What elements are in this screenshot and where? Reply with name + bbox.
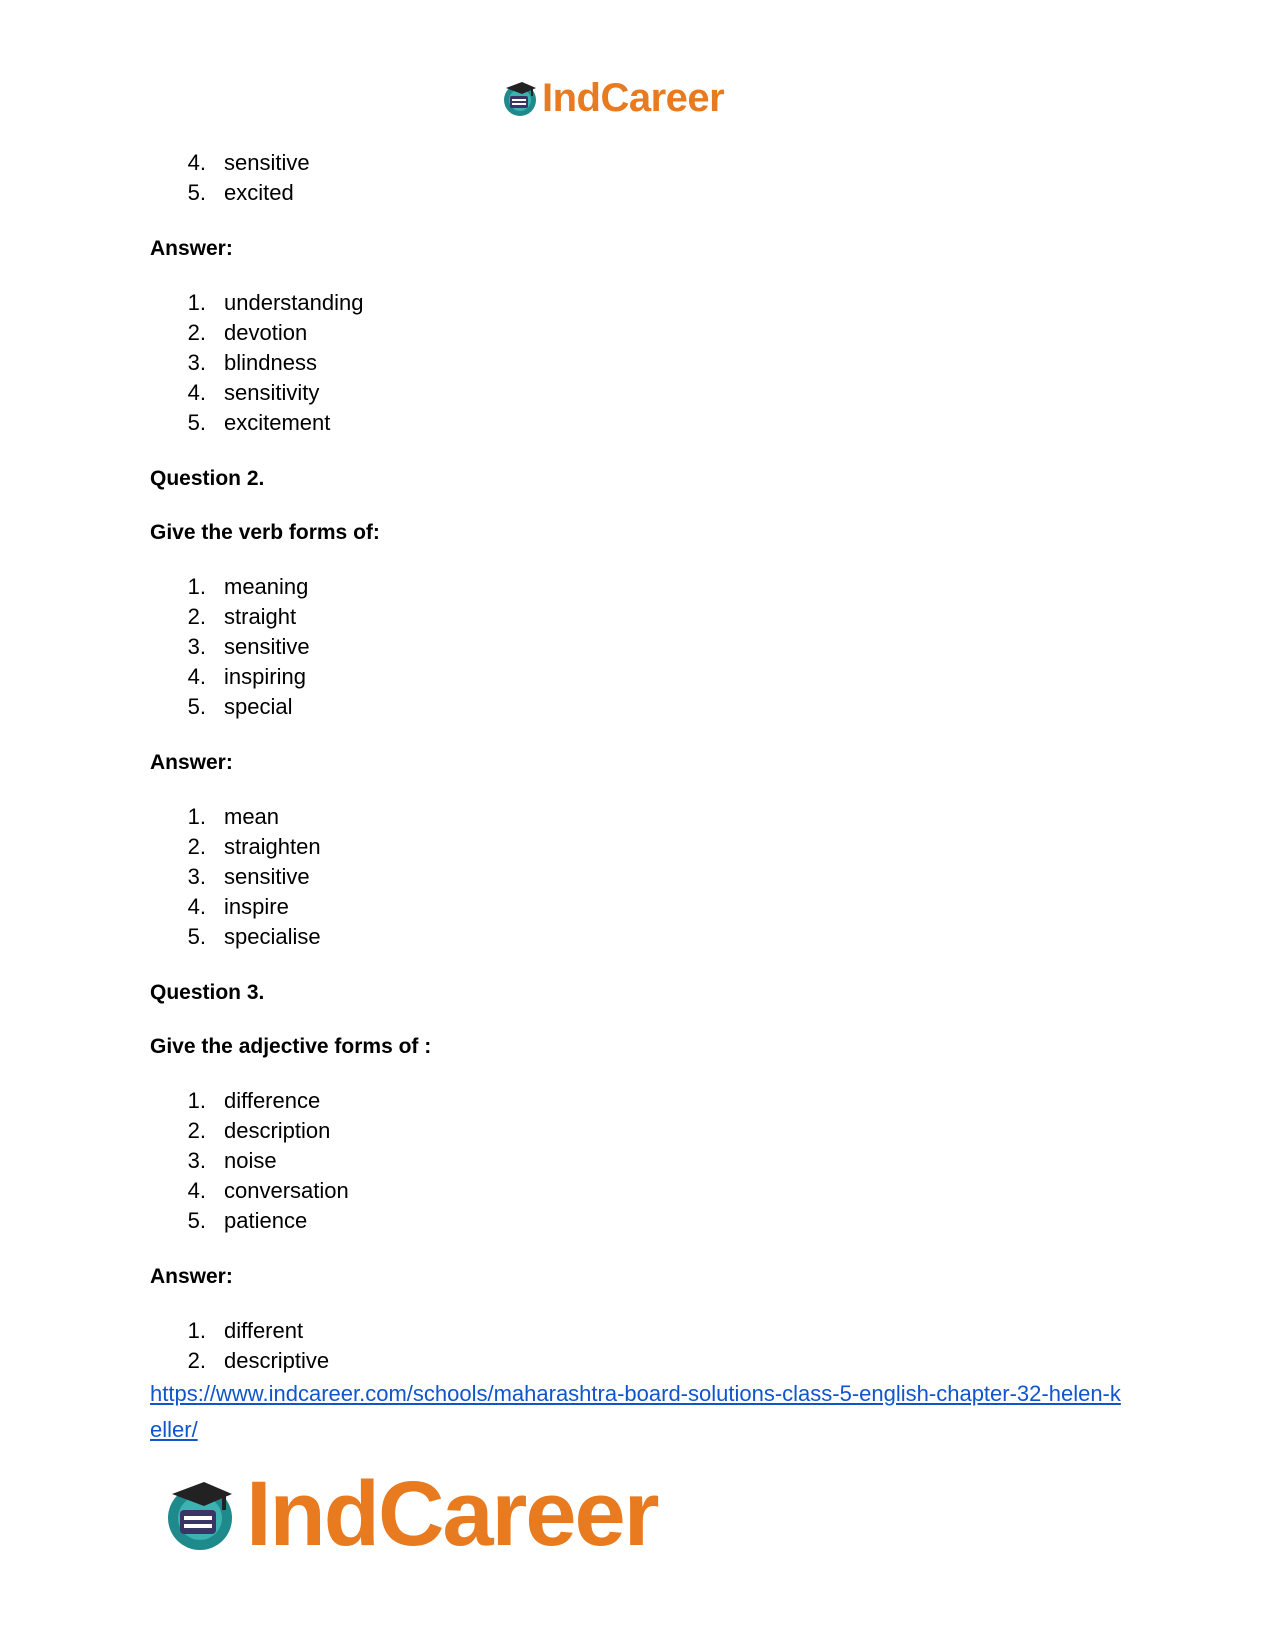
list-item <box>150 1146 1130 1176</box>
list-item-number: 2. <box>187 320 206 345</box>
list-item <box>150 662 1130 692</box>
answer-heading-1: Answer: <box>150 237 233 260</box>
list-item-number: 5. <box>187 410 206 435</box>
list-item-number: 5. <box>187 1208 206 1233</box>
list-item-number: 1. <box>187 574 206 599</box>
question-3-prompt: Give the adjective forms of : <box>150 1035 432 1058</box>
indcareer-logo-bottom <box>160 1463 658 1565</box>
answer-list-1 <box>150 288 1130 438</box>
document-body <box>150 148 1130 1448</box>
list-item-number: 2. <box>187 834 206 859</box>
list-item-text: devotion <box>224 320 308 345</box>
list-item-number: 4. <box>187 894 206 919</box>
brand-name: IndCareer <box>246 1463 658 1565</box>
list-item <box>150 408 1130 438</box>
answer-heading-3: Answer: <box>150 1265 233 1288</box>
answer-heading-2: Answer: <box>150 751 233 774</box>
list-item <box>150 692 1130 722</box>
list-item <box>150 288 1130 318</box>
list-item <box>150 572 1130 602</box>
list-item-number: 2. <box>187 1118 206 1143</box>
list-item-number: 4. <box>187 664 206 689</box>
list-item-number: 3. <box>187 1148 206 1173</box>
indcareer-logo-top <box>500 78 724 118</box>
list-item <box>150 148 1130 178</box>
list-item <box>150 892 1130 922</box>
list-item <box>150 178 1130 208</box>
list-item <box>150 1116 1130 1146</box>
list-top <box>150 148 1130 208</box>
list-item <box>150 1176 1130 1206</box>
list-item <box>150 862 1130 892</box>
list-item-number: 5. <box>187 694 206 719</box>
answer-list-2 <box>150 802 1130 952</box>
source-link[interactable]: https://www.indcareer.com/schools/maharashtra-board-solutions-class-5-english-chapter-32-helen-keller/ <box>150 1381 1121 1442</box>
list-item <box>150 802 1130 832</box>
list-item <box>150 1346 1130 1376</box>
list-item-number: 1. <box>187 290 206 315</box>
list-item-text: blindness <box>224 350 317 375</box>
list-item-text: understanding <box>224 290 364 315</box>
list-item-number: 1. <box>187 1088 206 1113</box>
list-item-number: 3. <box>187 350 206 375</box>
graduation-globe-icon <box>500 78 540 118</box>
list-item <box>150 318 1130 348</box>
list-item-number: 2. <box>187 604 206 629</box>
list-item-number: 4. <box>187 1178 206 1203</box>
list-item <box>150 348 1130 378</box>
list-item-text: sensitivity <box>224 380 320 405</box>
list-item-text: sensitive <box>224 864 310 889</box>
question-2-prompt: Give the verb forms of: <box>150 521 380 544</box>
list-item-number: 1. <box>187 804 206 829</box>
list-item <box>150 1316 1130 1346</box>
list-item <box>150 378 1130 408</box>
list-item-number: 4. <box>187 150 206 175</box>
list-item-text: patience <box>224 1208 308 1233</box>
list-item-text: difference <box>224 1088 321 1113</box>
list-item <box>150 602 1130 632</box>
list-item-text: special <box>224 694 293 719</box>
list-item-text: descriptive <box>224 1348 330 1373</box>
list-item-text: specialise <box>224 924 321 949</box>
list-item <box>150 632 1130 662</box>
list-item-text: meaning <box>224 574 309 599</box>
list-item-text: conversation <box>224 1178 349 1203</box>
list-item-number: 5. <box>187 924 206 949</box>
list-item-number: 3. <box>187 634 206 659</box>
list-item-text: excited <box>224 180 294 205</box>
list-item-number: 3. <box>187 864 206 889</box>
list-item-text: mean <box>224 804 280 829</box>
list-item-text: description <box>224 1118 331 1143</box>
brand-name: IndCareer <box>542 76 725 120</box>
list-item-text: sensitive <box>224 634 310 659</box>
list-item-text: different <box>224 1318 304 1343</box>
list-item <box>150 832 1130 862</box>
list-item-text: noise <box>224 1148 277 1173</box>
list-item <box>150 1206 1130 1236</box>
list-item-text: straighten <box>224 834 321 859</box>
list-item-text: straight <box>224 604 297 629</box>
graduation-globe-icon <box>160 1474 240 1554</box>
list-item <box>150 922 1130 952</box>
question-2-heading: Question 2. <box>150 467 265 490</box>
list-item-number: 1. <box>187 1318 206 1343</box>
list-item-text: sensitive <box>224 150 310 175</box>
list-item-number: 4. <box>187 380 206 405</box>
list-item <box>150 1086 1130 1116</box>
question-3-heading: Question 3. <box>150 981 265 1004</box>
list-item-text: excitement <box>224 410 331 435</box>
list-item-text: inspire <box>224 894 289 919</box>
question-2-list <box>150 572 1130 722</box>
question-3-list <box>150 1086 1130 1236</box>
answer-list-3 <box>150 1316 1130 1376</box>
list-item-number: 2. <box>187 1348 206 1373</box>
list-item-number: 5. <box>187 180 206 205</box>
list-item-text: inspiring <box>224 664 306 689</box>
